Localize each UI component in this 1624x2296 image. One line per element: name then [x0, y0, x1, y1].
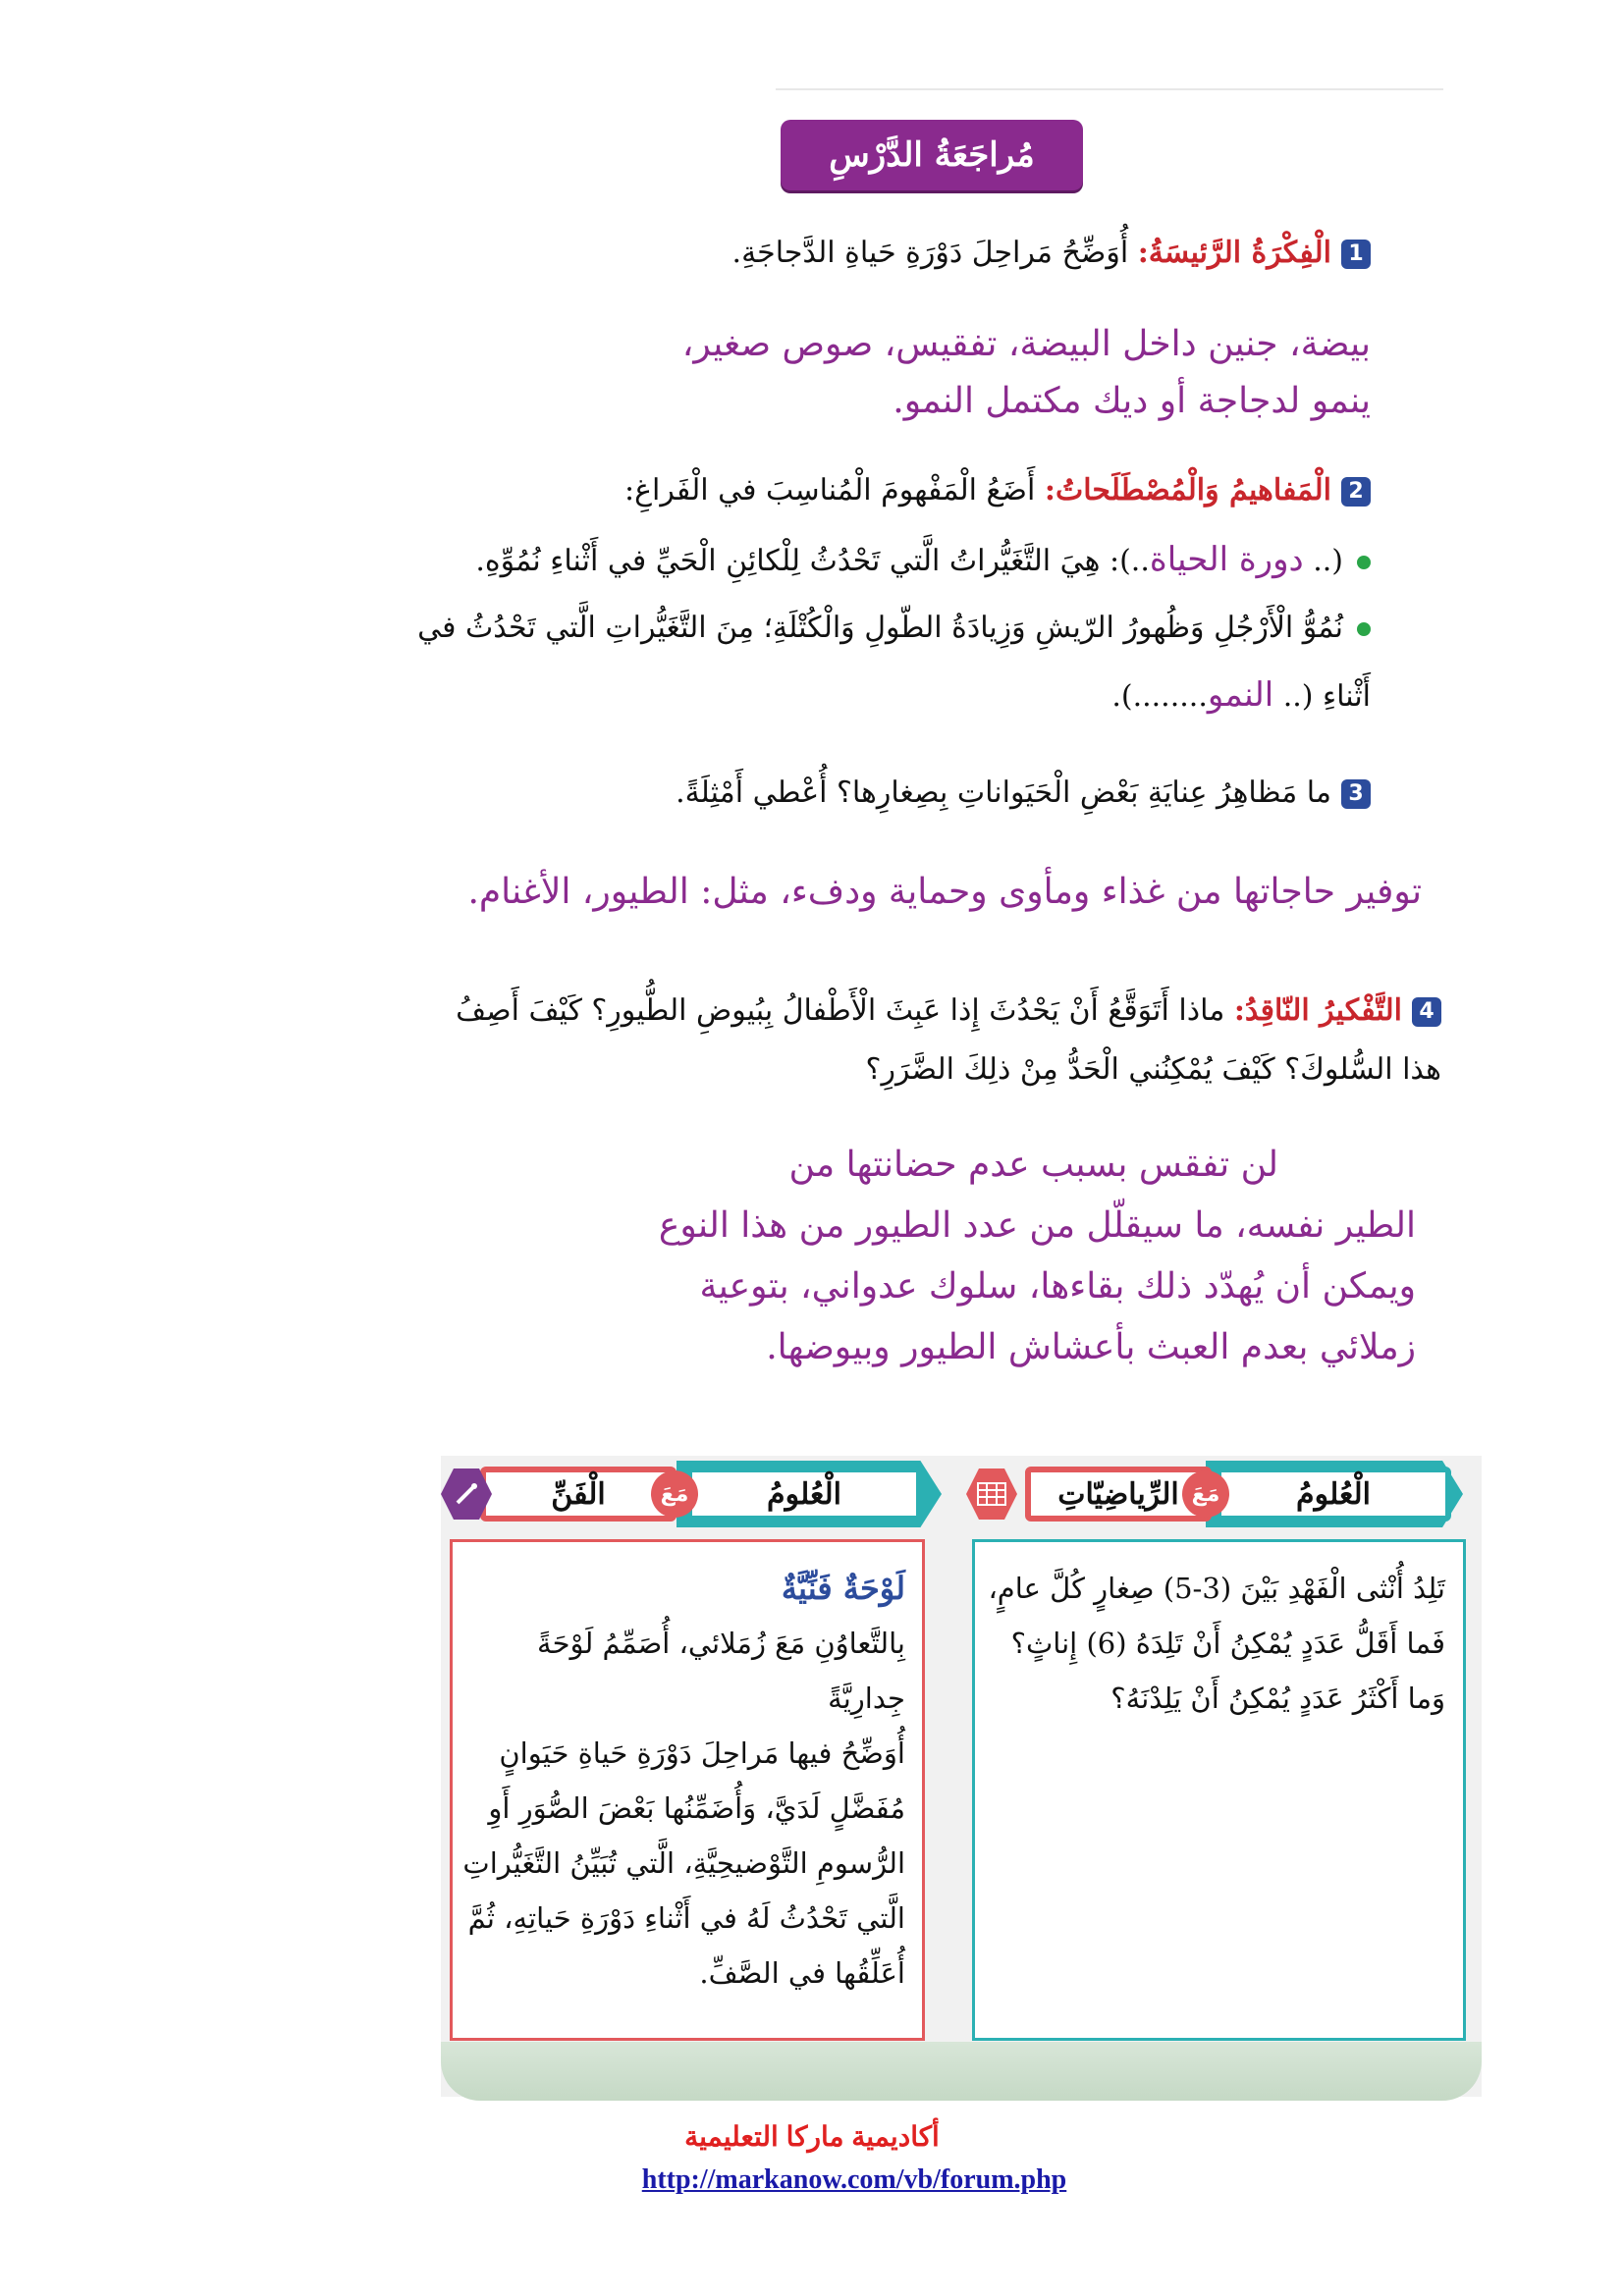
art-activity-text [458, 1561, 905, 2001]
blank-prefix: أَثْناءِ (.. [1282, 679, 1371, 714]
activity-line: أُعَلِّقُها في الصَّفِّ. [699, 1956, 905, 1990]
question-label: التَّفْكيرُ النّاقِدُ: [1233, 993, 1402, 1028]
tab-subject: الْعُلومُ [1216, 1467, 1451, 1522]
question-number: 1 [1341, 240, 1371, 269]
question-text: ما مَظاهِرُ عِنايَةِ بَعْضِ الْحَيَواناتِ بِصِغارِها؟ أُعْطي أَمْثِلَةً. [676, 775, 1331, 810]
activity-title: لَوْحَةٌ فَنِّيَّةٌ [781, 1570, 905, 1607]
bullet-text: نُمُوُّ الْأَرْجُلِ وَظُهورُ الرّيشِ وَزِيادَةُ الطّولِ وَالْكُتْلَةِ؛ مِنَ التَّغَيُّراتِ الَّتي تَحْدُثُ في [417, 611, 1343, 645]
academy-name: أكاديمية ماركا التعليمية [684, 2121, 940, 2152]
tab-science-art [441, 1455, 951, 1533]
answer-line: ينمو لدجاجة أو ديك مكتمل النمو. [893, 381, 1371, 421]
bullet-icon [1357, 556, 1371, 569]
tab-other: الْفَنِّ [480, 1467, 677, 1522]
forum-link[interactable]: http://markanow.com/vb/forum.php [641, 2164, 1067, 2195]
question-label: الْمَفاهيمُ وَالْمُصْطَلَحاتُ: [1044, 473, 1331, 507]
activity-line: أُوَضِّحُ فيها مَراحِلَ دَوْرَةِ حَياةِ حَيَوانٍ [499, 1736, 905, 1770]
bullet-2 [281, 603, 1371, 722]
question-text: ماذا أَتَوَقَّعُ أَنْ يَحْدُثَ إِذا عَبِثَ الْأَطْفالُ بِبُيوضِ الطُّيورِ؟ كَيْفَ أَصِفُ [456, 993, 1225, 1028]
question-text: أُوَضِّحُ مَراحِلَ دَوْرَةِ حَياةِ الدَّجاجَةِ. [731, 236, 1129, 270]
question-1 [291, 228, 1371, 279]
activity-line: فَما أَقَلُّ عَدَدٍ يُمْكِنُ أَنْ تَلِدَهُ (6) إِناثٍ؟ [1010, 1627, 1445, 1660]
question-text: أَضَعُ الْمَفْهومَ الْمُناسِبَ في الْفَراغِ: [624, 473, 1036, 507]
question-text: هذا السُّلوكَ؟ كَيْفَ يُمْكِنُني الْحَدُّ مِنْ ذلِكَ الضَّرَرِ؟ [865, 1052, 1441, 1087]
activity-line: الَّتي تَحْدُثُ لَهُ في أَثْناءِ دَوْرَةِ حَياتِهِ، ثُمَّ [467, 1901, 905, 1935]
answer-line: لن تفقس بسبب عدم حضانتها من [788, 1145, 1278, 1185]
activity-line: مُفَضَّلٍ لَدَيَّ، وَأُضَمِّنُها بَعْضَ الصُّوَرِ أَوِ [488, 1791, 905, 1825]
tab-with: مَعَ [1182, 1470, 1229, 1518]
blank-suffix: ........). [1111, 679, 1208, 714]
question-number: 3 [1341, 779, 1371, 809]
question-2 [291, 465, 1371, 516]
question-number: 2 [1341, 477, 1371, 507]
blank-answer: النمو [1207, 675, 1274, 715]
bullet-text: ..): هِيَ التَّغَيُّراتُ الَّتي تَحْدُثُ لِلْكائِنِ الْحَيِّ في أَثْناءِ نُمُوِّهِ. [475, 544, 1150, 578]
answer-line: زملائي بعدم العبث بأعشاش الطيور وبيوضها. [766, 1327, 1416, 1367]
blank-prefix: (.. [1313, 544, 1343, 578]
math-activity-text [982, 1561, 1445, 1726]
activity-line: الرُّسومِ التَّوْضيحِيَّةِ، الَّتي تُبَيِّنُ التَّغَيُّراتِ [462, 1846, 905, 1880]
tab-other: الرِّياضِيّاتِ [1025, 1467, 1212, 1522]
answer-line: الطير نفسه، ما سيقلّل من عدد الطيور من هذا النوع [658, 1205, 1416, 1246]
blank-answer: دورة الحياة [1149, 540, 1304, 579]
question-number: 4 [1412, 997, 1441, 1027]
activity-line: تَلِدُ أُنْثى الْفَهْدِ بَيْنَ (3-5) صِغارٍ كُلَّ عامٍ، [988, 1572, 1445, 1605]
question-label: الْفِكْرَةُ الرَّئيسَةُ: [1137, 236, 1331, 270]
answer-line: ويمكن أن يُهدّد ذلك بقاءها، سلوك عدواني، بتوعية [699, 1266, 1416, 1307]
grid-icon [966, 1468, 1017, 1520]
answer-1 [389, 316, 1371, 430]
answer-3: توفير حاجاتها من غذاء ومأوى وحماية ودفء، مثل: الطيور، الأغنام. [467, 872, 1422, 912]
answer-line: بيضة، جنين داخل البيضة، تفقيس، صوص صغير، [681, 324, 1371, 364]
activity-line: بِالتَّعاوُنِ مَعَ زُمَلائي، أُصَمِّمُ لَوْحَةً جِدارِيَّةً [537, 1627, 905, 1715]
top-rule [776, 88, 1443, 90]
panel-wave [441, 2042, 1482, 2101]
bullet-1 [291, 534, 1371, 587]
activity-line: وَما أَكْثَرُ عَدَدٍ يُمْكِنُ أَنْ يَلِدْنَهُ؟ [1110, 1682, 1445, 1715]
answer-4 [434, 1135, 1416, 1378]
tab-with: مَعَ [651, 1470, 698, 1518]
tab-subject: الْعُلومُ [686, 1467, 922, 1522]
bullet-icon [1357, 622, 1371, 636]
tab-science-math [960, 1455, 1481, 1533]
question-3 [291, 768, 1371, 819]
question-4 [302, 986, 1441, 1095]
page-title: مُراجَعَةُ الدَّرْسِ [781, 120, 1083, 190]
